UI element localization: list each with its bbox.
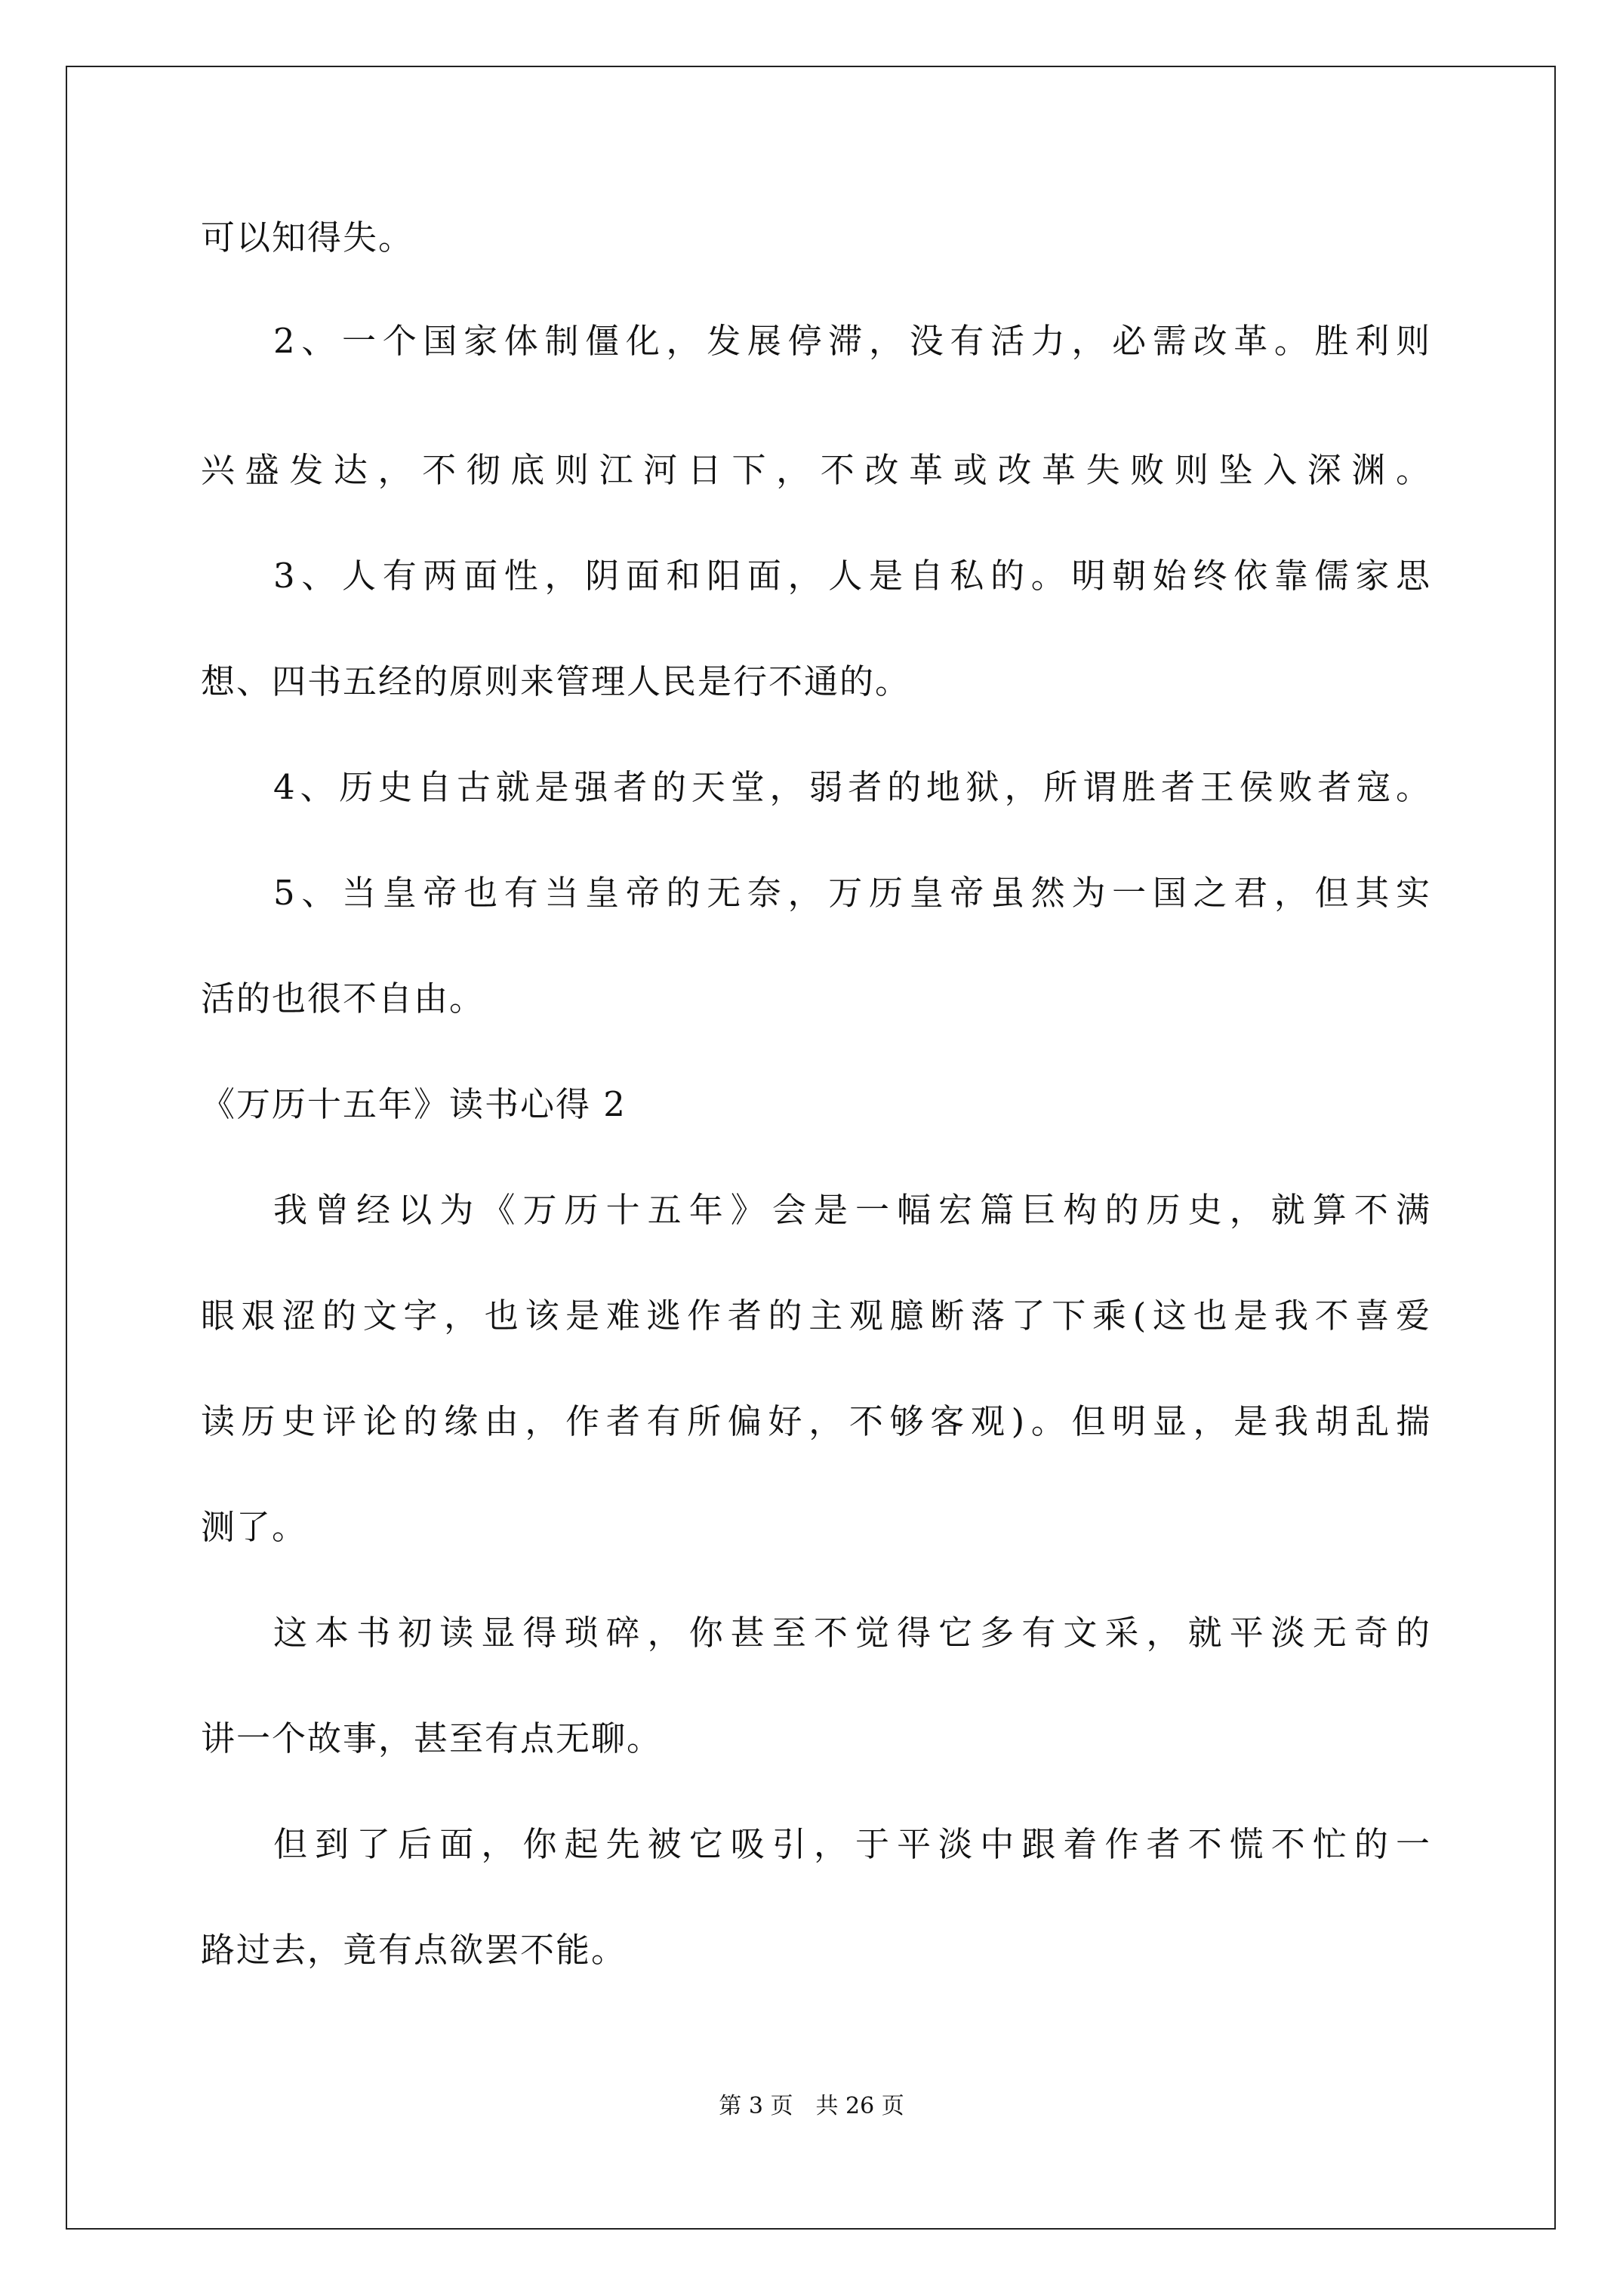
text-line: 读历史评论的缘由，作者有所偏好，不够客观)。但明显，是我胡乱揣 [201,1401,1430,1441]
text-line: 4、历史自古就是强者的天堂，弱者的地狱，所谓胜者王侯败者寇。 [273,767,1430,807]
text-line: 但到了后面，你起先被它吸引，于平淡中跟着作者不慌不忙的一 [273,1824,1430,1864]
page-number-footer: 第 3 页 共 26 页 [719,2093,904,2119]
section-heading: 《万历十五年》读书心得 2 [201,1084,627,1124]
page-frame [66,66,1556,2230]
text-line: 测了。 [201,1507,308,1547]
text-line: 活的也很不自由。 [201,978,485,1019]
text-line: 2、一个国家体制僵化，发展停滞，没有活力，必需改革。胜利则 [273,321,1430,361]
text-line: 想、四书五经的原则来管理人民是行不通的。 [201,661,911,701]
text-line: 这本书初读显得琐碎，你甚至不觉得它多有文采，就平淡无奇的 [273,1613,1430,1653]
text-line: 5、当皇帝也有当皇帝的无奈，万历皇帝虽然为一国之君，但其实 [273,873,1430,913]
text-line: 我曾经以为《万历十五年》会是一幅宏篇巨构的历史，就算不满 [273,1190,1430,1230]
text-line: 眼艰涩的文字，也该是难逃作者的主观臆断落了下乘(这也是我不喜爱 [201,1296,1430,1336]
text-line: 讲一个故事，甚至有点无聊。 [201,1718,663,1758]
text-line: 路过去，竟有点欲罢不能。 [201,1930,627,1970]
text-line: 3、人有两面性，阴面和阳面，人是自私的。明朝始终依靠儒家思 [273,556,1430,596]
text-line: 兴盛发达，不彻底则江河日下，不改革或改革失败则坠入深渊。 [201,450,1430,490]
text-line: 可以知得失。 [201,217,414,257]
